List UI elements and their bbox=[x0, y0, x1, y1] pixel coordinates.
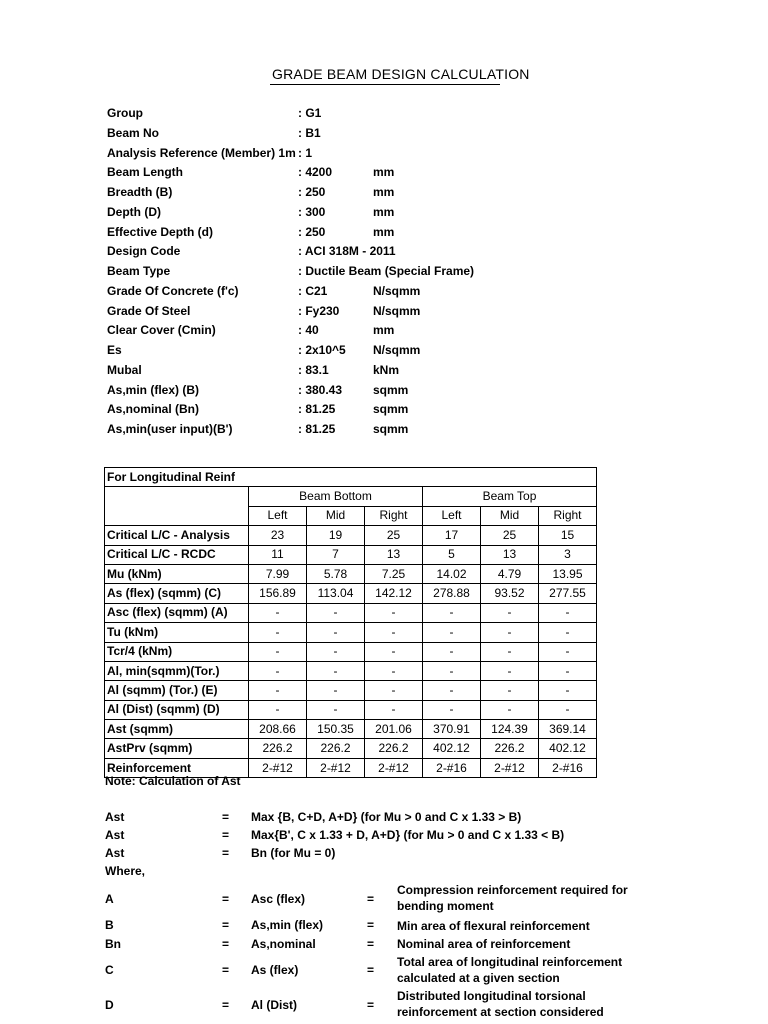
info-value: : G1 bbox=[298, 106, 322, 120]
row-label: Al (Dist) (sqmm) (D) bbox=[105, 700, 249, 719]
row-label: Critical L/C - RCDC bbox=[105, 545, 249, 564]
info-label: Design Code bbox=[107, 244, 181, 259]
table-cell: - bbox=[423, 642, 481, 661]
definition-description: Distributed longitudinal torsional reinforcement at section considered bbox=[397, 989, 604, 1019]
definition-description: Nominal area of reinforcement bbox=[397, 937, 571, 951]
table-row bbox=[105, 700, 597, 719]
table-cell: - bbox=[539, 661, 597, 680]
table-corner bbox=[105, 487, 249, 526]
table-row bbox=[105, 623, 597, 642]
info-unit: kNm bbox=[373, 362, 400, 377]
table-cell: 7.25 bbox=[365, 564, 423, 583]
table-cell: 2-#12 bbox=[481, 758, 539, 777]
table-cell: 11 bbox=[249, 545, 307, 564]
table-cell: - bbox=[423, 603, 481, 622]
formula-equals: = bbox=[222, 810, 230, 824]
table-cell: - bbox=[365, 623, 423, 642]
table-cell: - bbox=[539, 623, 597, 642]
table-cell: 142.12 bbox=[365, 584, 423, 603]
info-unit: mm bbox=[373, 323, 395, 338]
table-cell: 13 bbox=[365, 545, 423, 564]
definition-description: Compression reinforcement required for bending moment bbox=[397, 883, 628, 913]
group-header-top: Beam Top bbox=[423, 487, 597, 506]
info-value: : 81.25 bbox=[298, 402, 336, 417]
row-label: AstPrv (sqmm) bbox=[105, 739, 249, 758]
table-cell: 7.99 bbox=[249, 564, 307, 583]
table-cell: 13 bbox=[481, 545, 539, 564]
table-cell: 2-#12 bbox=[249, 758, 307, 777]
table-row bbox=[105, 545, 597, 564]
info-label: As,nominal (Bn) bbox=[107, 402, 199, 417]
table-cell: - bbox=[249, 623, 307, 642]
definition-equals: = bbox=[367, 891, 375, 906]
table-cell: 226.2 bbox=[481, 739, 539, 758]
table-caption: For Longitudinal Reinf bbox=[105, 468, 597, 487]
table-cell: - bbox=[481, 642, 539, 661]
definition-term: Asc (flex) bbox=[251, 891, 306, 906]
table-row bbox=[105, 564, 597, 583]
definition-equals: = bbox=[222, 998, 230, 1012]
title-underline bbox=[270, 84, 500, 85]
table-cell: 277.55 bbox=[539, 584, 597, 603]
info-label: Analysis Reference (Member) 1m bbox=[107, 145, 296, 160]
table-cell: 124.39 bbox=[481, 720, 539, 739]
table-cell: - bbox=[307, 661, 365, 680]
table-cell: - bbox=[307, 642, 365, 661]
table-cell: - bbox=[365, 681, 423, 700]
info-unit: sqmm bbox=[373, 402, 409, 417]
table-cell: - bbox=[481, 661, 539, 680]
row-label: Al, min(sqmm)(Tor.) bbox=[105, 661, 249, 680]
table-row bbox=[105, 661, 597, 680]
formula-rhs: Max {B, C+D, A+D} (for Mu > 0 and C x 1.33 > B) bbox=[251, 810, 522, 824]
table-cell: - bbox=[307, 700, 365, 719]
definition-row bbox=[105, 917, 665, 935]
page-title: GRADE BEAM DESIGN CALCULATION bbox=[272, 66, 530, 82]
table-cell: - bbox=[423, 661, 481, 680]
table-cell: 278.88 bbox=[423, 584, 481, 603]
table-cell: 23 bbox=[249, 526, 307, 545]
definition-term: As (flex) bbox=[251, 963, 299, 977]
info-label: Es bbox=[107, 343, 122, 357]
definition-symbol: A bbox=[105, 891, 114, 906]
note-heading: Note: Calculation of Ast bbox=[105, 774, 241, 788]
table-cell: 201.06 bbox=[365, 720, 423, 739]
definition-equals: = bbox=[367, 998, 375, 1012]
table-cell: 14.02 bbox=[423, 564, 481, 583]
col-header: Left bbox=[249, 506, 307, 525]
info-value: : 40 bbox=[298, 323, 319, 338]
table-cell: - bbox=[423, 681, 481, 700]
definition-symbol: B bbox=[105, 918, 114, 932]
col-header: Left bbox=[423, 506, 481, 525]
table-cell: 17 bbox=[423, 526, 481, 545]
table-cell: 19 bbox=[307, 526, 365, 545]
info-label: Grade Of Steel bbox=[107, 303, 191, 318]
table-row bbox=[105, 681, 597, 700]
info-value: : 2x10^5 bbox=[298, 343, 346, 357]
table-cell: - bbox=[365, 661, 423, 680]
definition-equals: = bbox=[367, 963, 375, 977]
formula-lhs: Ast bbox=[105, 846, 125, 860]
info-value: : 250 bbox=[298, 185, 326, 199]
table-cell: 93.52 bbox=[481, 584, 539, 603]
table-cell: - bbox=[481, 603, 539, 622]
row-label: Asc (flex) (sqmm) (A) bbox=[105, 603, 249, 622]
info-label: Effective Depth (d) bbox=[107, 224, 214, 239]
table-row bbox=[105, 642, 597, 661]
table-cell: 208.66 bbox=[249, 720, 307, 739]
definition-term: As,nominal bbox=[251, 936, 316, 951]
row-label: Tcr/4 (kNm) bbox=[105, 642, 249, 661]
info-label: As,min (flex) (B) bbox=[107, 382, 200, 397]
table-cell: 25 bbox=[365, 526, 423, 545]
table-cell: - bbox=[481, 623, 539, 642]
info-label: Beam No bbox=[107, 125, 160, 140]
info-unit: mm bbox=[373, 165, 395, 180]
col-header: Right bbox=[539, 506, 597, 525]
table-cell: - bbox=[249, 603, 307, 622]
definition-equals: = bbox=[222, 918, 230, 932]
row-label: Mu (kNm) bbox=[105, 564, 249, 583]
table-cell: - bbox=[539, 681, 597, 700]
definition-equals: = bbox=[222, 963, 230, 977]
definition-description: Total area of longitudinal reinforcement calculated at a given section bbox=[397, 955, 623, 985]
definition-term: As,min (flex) bbox=[251, 918, 324, 932]
formula-rhs: Bn (for Mu = 0) bbox=[251, 846, 336, 860]
table-row bbox=[105, 739, 597, 758]
definition-symbol: C bbox=[105, 963, 114, 977]
table-cell: - bbox=[481, 700, 539, 719]
info-value: : ACI 318M - 2011 bbox=[298, 244, 396, 259]
row-label: Al (sqmm) (Tor.) (E) bbox=[105, 681, 249, 700]
table-cell: - bbox=[365, 642, 423, 661]
row-label: Ast (sqmm) bbox=[105, 720, 249, 739]
formula-lhs: Ast bbox=[105, 828, 125, 842]
table-row bbox=[105, 584, 597, 603]
table-cell: 402.12 bbox=[423, 739, 481, 758]
info-value: : 1 bbox=[298, 145, 313, 160]
table-cell: - bbox=[365, 700, 423, 719]
info-label: As,min(user input)(B') bbox=[107, 422, 233, 436]
table-cell: 369.14 bbox=[539, 720, 597, 739]
info-label: Depth (D) bbox=[107, 204, 161, 219]
table-cell: - bbox=[481, 681, 539, 700]
table-cell: - bbox=[307, 681, 365, 700]
table-row bbox=[105, 526, 597, 545]
formula-equals: = bbox=[222, 846, 230, 860]
table-cell: - bbox=[539, 603, 597, 622]
table-cell: 5.78 bbox=[307, 564, 365, 583]
definition-equals: = bbox=[367, 936, 375, 951]
table-cell: 25 bbox=[481, 526, 539, 545]
table-cell: - bbox=[539, 700, 597, 719]
table-cell: 15 bbox=[539, 526, 597, 545]
table-cell: - bbox=[307, 623, 365, 642]
table-cell: 226.2 bbox=[365, 739, 423, 758]
info-label: Grade Of Concrete (f'c) bbox=[107, 283, 239, 298]
info-label: Beam Length bbox=[107, 165, 184, 180]
table-row bbox=[105, 603, 597, 622]
table-cell: 2-#16 bbox=[423, 758, 481, 777]
definition-symbol: D bbox=[105, 998, 114, 1012]
definition-term: Al (Dist) bbox=[251, 998, 297, 1012]
formula-lhs: Ast bbox=[105, 810, 125, 824]
definition-description: Min area of flexural reinforcement bbox=[397, 919, 590, 933]
info-value: : 4200 bbox=[298, 165, 333, 180]
formula-rhs: Max{B', C x 1.33 + D, A+D} (for Mu > 0 and C x 1.33 < B) bbox=[251, 828, 565, 842]
table-cell: - bbox=[539, 642, 597, 661]
table-cell: - bbox=[249, 642, 307, 661]
info-label: Group bbox=[107, 106, 143, 120]
info-value: : B1 bbox=[298, 125, 321, 140]
info-value: : 81.25 bbox=[298, 422, 336, 436]
table-cell: 3 bbox=[539, 545, 597, 564]
definition-equals: = bbox=[222, 891, 230, 906]
row-label: Tu (kNm) bbox=[105, 623, 249, 642]
table-cell: - bbox=[423, 700, 481, 719]
info-value: : 83.1 bbox=[298, 362, 329, 377]
table-cell: - bbox=[423, 623, 481, 642]
definition-equals: = bbox=[222, 936, 230, 951]
table-cell: - bbox=[249, 681, 307, 700]
row-label: Critical L/C - Analysis bbox=[105, 526, 249, 545]
info-unit: N/sqmm bbox=[373, 303, 421, 318]
table-cell: 370.91 bbox=[423, 720, 481, 739]
info-value: : Fy230 bbox=[298, 303, 340, 318]
info-label: Clear Cover (Cmin) bbox=[107, 323, 216, 338]
definition-row bbox=[105, 954, 665, 988]
info-value: : C21 bbox=[298, 283, 328, 298]
table-cell: - bbox=[365, 603, 423, 622]
table-cell: 13.95 bbox=[539, 564, 597, 583]
table-cell: 156.89 bbox=[249, 584, 307, 603]
group-header-bottom: Beam Bottom bbox=[249, 487, 423, 506]
definition-row bbox=[105, 988, 665, 1024]
definition-row bbox=[105, 882, 665, 917]
table-cell: 402.12 bbox=[539, 739, 597, 758]
table-cell: 226.2 bbox=[307, 739, 365, 758]
info-unit: mm bbox=[373, 185, 395, 199]
info-label: Mubal bbox=[107, 362, 142, 377]
col-header: Mid bbox=[481, 506, 539, 525]
table-cell: - bbox=[307, 603, 365, 622]
info-label: Breadth (B) bbox=[107, 185, 173, 199]
table-cell: 113.04 bbox=[307, 584, 365, 603]
info-value: : Ductile Beam (Special Frame) bbox=[298, 264, 475, 278]
col-header: Mid bbox=[307, 506, 365, 525]
info-label: Beam Type bbox=[107, 264, 171, 278]
table-cell: 5 bbox=[423, 545, 481, 564]
definition-equals: = bbox=[367, 918, 375, 932]
table-cell: 226.2 bbox=[249, 739, 307, 758]
table-cell: 2-#16 bbox=[539, 758, 597, 777]
table-cell: 2-#12 bbox=[365, 758, 423, 777]
table-cell: 150.35 bbox=[307, 720, 365, 739]
info-unit: sqmm bbox=[373, 422, 409, 436]
info-unit: N/sqmm bbox=[373, 343, 421, 357]
table-cell: - bbox=[249, 661, 307, 680]
row-label: As (flex) (sqmm) (C) bbox=[105, 584, 249, 603]
row-label: Reinforcement bbox=[105, 758, 249, 777]
formula-equals: = bbox=[222, 828, 230, 842]
col-header: Right bbox=[365, 506, 423, 525]
info-value: : 380.43 bbox=[298, 382, 343, 397]
definition-row bbox=[105, 935, 665, 954]
info-unit: mm bbox=[373, 204, 395, 219]
info-unit: sqmm bbox=[373, 382, 409, 397]
table-cell: - bbox=[249, 700, 307, 719]
table-row bbox=[105, 720, 597, 739]
info-value: : 250 bbox=[298, 224, 326, 239]
info-value: : 300 bbox=[298, 204, 326, 219]
info-unit: mm bbox=[373, 224, 395, 239]
definition-symbol: Bn bbox=[105, 936, 121, 951]
longitudinal-reinf-table bbox=[104, 467, 597, 778]
table-cell: 7 bbox=[307, 545, 365, 564]
info-unit: N/sqmm bbox=[373, 283, 421, 298]
table-cell: 2-#12 bbox=[307, 758, 365, 777]
table-cell: 4.79 bbox=[481, 564, 539, 583]
formula-lhs: Where, bbox=[105, 864, 146, 878]
